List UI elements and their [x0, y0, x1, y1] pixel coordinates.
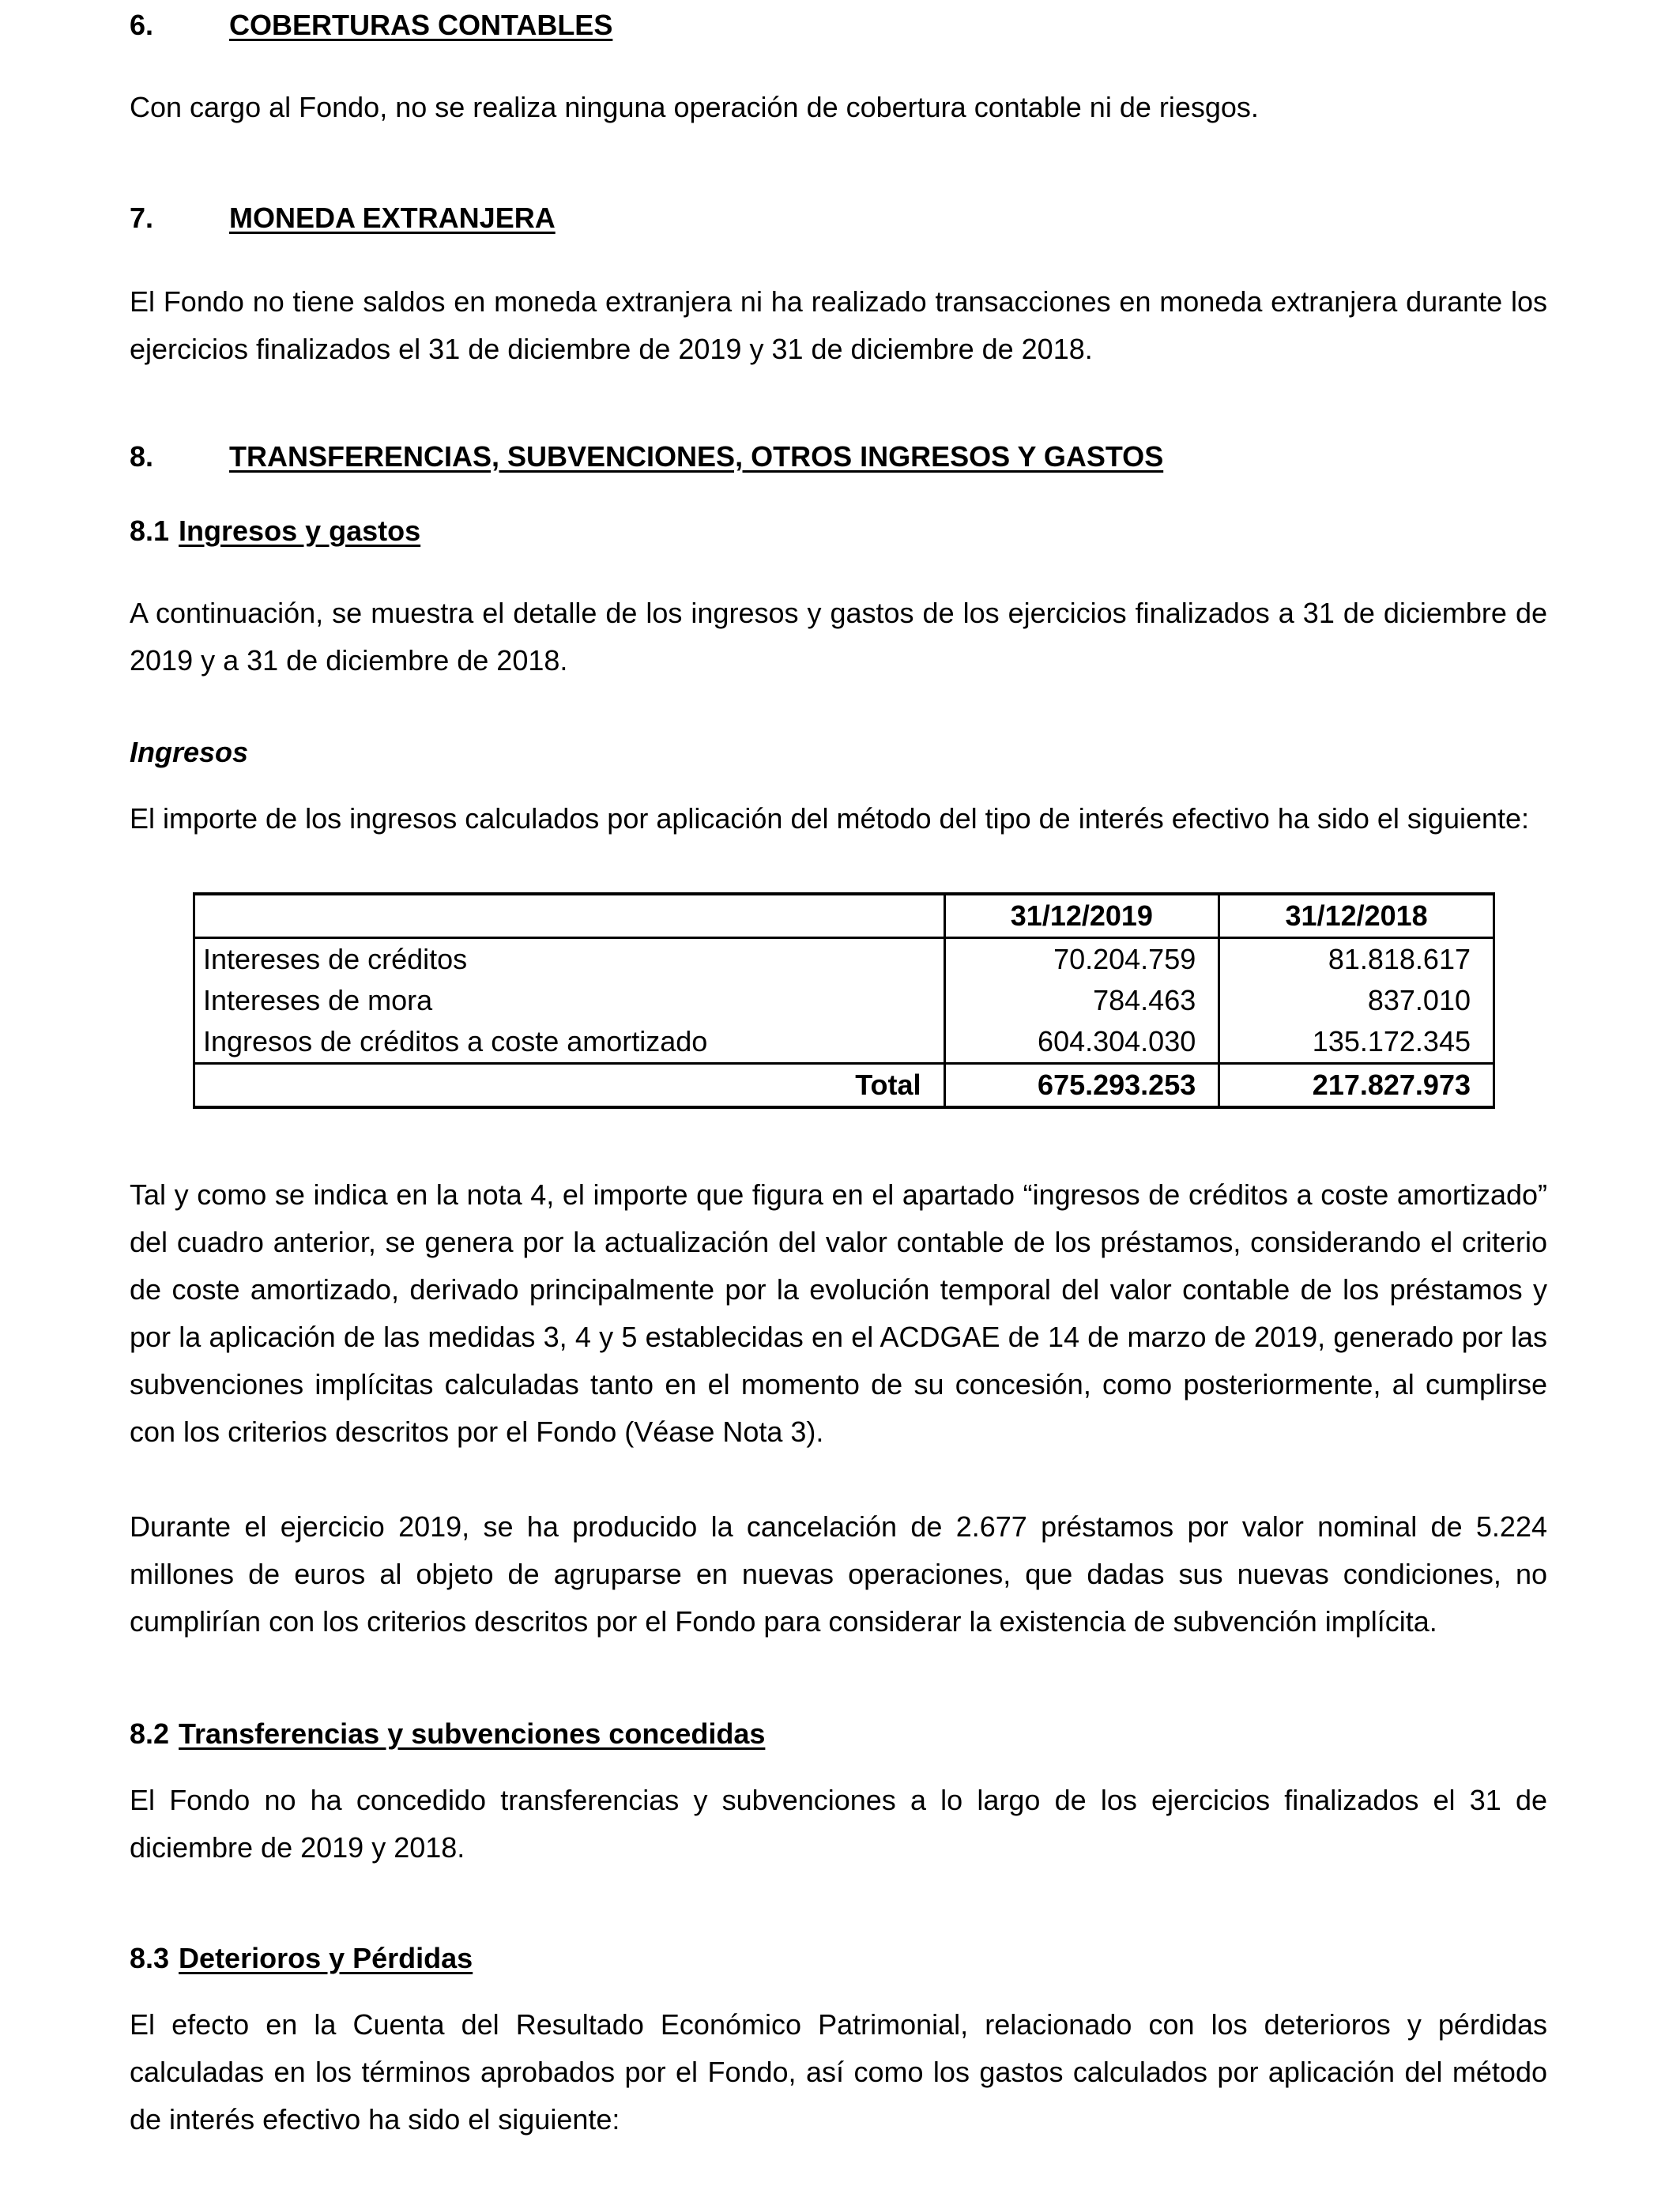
- section-8-2-heading: [130, 1710, 1547, 1758]
- section-title: Ingresos y gastos: [179, 515, 421, 547]
- row-value-2018: 135.172.345: [1219, 1021, 1494, 1064]
- section-7-paragraph: El Fondo no tiene saldos en moneda extranjera ni ha realizado transacciones en moneda extranjera durante los ejercicios finalizados el 31 de diciembre de 2019 y 31 de diciembre de 2018.: [130, 285, 1547, 365]
- table-header-cell: 31/12/2019: [944, 894, 1219, 938]
- section-6-paragraph: Con cargo al Fondo, no se realiza ninguna operación de cobertura contable ni de riesgos.: [130, 91, 1259, 123]
- total-value-2018: 217.827.973: [1219, 1064, 1494, 1108]
- section-number: 8.2: [130, 1717, 170, 1750]
- ingresos-heading: Ingresos: [130, 736, 249, 768]
- row-value-2018: 837.010: [1219, 980, 1494, 1021]
- row-value-2019: 604.304.030: [944, 1021, 1219, 1064]
- total-label: Total: [194, 1064, 945, 1108]
- row-value-2018: 81.818.617: [1219, 938, 1494, 981]
- section-title: COBERTURAS CONTABLES: [229, 9, 613, 41]
- row-value-2019: 70.204.759: [944, 938, 1219, 981]
- section-8-3-paragraph: El efecto en la Cuenta del Resultado Económico Patrimonial, relacionado con los deterioros y pérdidas calculadas en los términos aprobados por el Fondo, así como los gastos calculados por aplicación del método de interés efectivo ha sido el siguiente:: [130, 2008, 1547, 2136]
- section-8-2-paragraph: El Fondo no ha concedido transferencias y subvenciones a lo largo de los ejercicios finalizados el 31 de diciembre de 2019 y 2018.: [130, 1784, 1547, 1864]
- section-7-heading: [130, 194, 1547, 242]
- row-label: Intereses de créditos: [194, 938, 945, 981]
- table-row: [194, 1021, 1494, 1064]
- section-title: MONEDA EXTRANJERA: [229, 202, 556, 234]
- section-title: Deterioros y Pérdidas: [179, 1942, 473, 1974]
- section-8-3-heading: [130, 1935, 1547, 1982]
- table-header-row: [194, 894, 1494, 938]
- table-row: [194, 938, 1494, 981]
- row-label: Intereses de mora: [194, 980, 945, 1021]
- table-row: [194, 980, 1494, 1021]
- section-6-heading: [130, 2, 1547, 49]
- explanation-paragraph: Tal y como se indica en la nota 4, el importe que figura en el apartado “ingresos de créditos a coste amortizado” del cuadro anterior, se genera por la actualización del valor contable de los préstamos, considerando el criterio de coste amortizado, derivado principalmente por la evolución temporal del valor contable de los préstamos y por la aplicación de las medidas 3, 4 y 5 establecidas en el ACDGAE de 14 de marzo de 2019, generado por las subvenciones implícitas calculadas tanto en el momento de su concesión, como posteriormente, al cumplirse con los criterios descritos por el Fondo (Véase Nota 3).: [130, 1178, 1547, 1448]
- section-number: 7.: [130, 202, 154, 234]
- section-title: Transferencias y subvenciones concedidas: [179, 1717, 766, 1750]
- row-label: Ingresos de créditos a coste amortizado: [194, 1021, 945, 1064]
- section-number: 8.: [130, 440, 154, 473]
- total-value-2019: 675.293.253: [944, 1064, 1219, 1108]
- section-number: 6.: [130, 9, 154, 41]
- section-8-1-heading: [130, 507, 1547, 555]
- income-table: [193, 892, 1495, 1109]
- cancellation-paragraph: Durante el ejercicio 2019, se ha producido la cancelación de 2.677 préstamos por valor nominal de 5.224 millones de euros al objeto de agruparse en nuevas operaciones, que dadas sus nuevas condiciones, no cumplirían con los criterios descritos por el Fondo para considerar la existencia de subvención implícita.: [130, 1510, 1547, 1638]
- section-title: TRANSFERENCIAS, SUBVENCIONES, OTROS INGRESOS Y GASTOS: [229, 440, 1164, 473]
- table-total-row: [194, 1064, 1494, 1108]
- table-header-cell: 31/12/2018: [1219, 894, 1494, 938]
- table-header-cell: [194, 894, 945, 938]
- section-number: 8.1: [130, 515, 170, 547]
- section-number: 8.3: [130, 1942, 170, 1974]
- row-value-2019: 784.463: [944, 980, 1219, 1021]
- section-8-1-paragraph: A continuación, se muestra el detalle de los ingresos y gastos de los ejercicios finalizados a 31 de diciembre de 2019 y a 31 de diciembre de 2018.: [130, 597, 1547, 677]
- ingresos-paragraph: El importe de los ingresos calculados por aplicación del método del tipo de interés efectivo ha sido el siguiente:: [130, 802, 1530, 835]
- section-8-heading: [130, 433, 1547, 481]
